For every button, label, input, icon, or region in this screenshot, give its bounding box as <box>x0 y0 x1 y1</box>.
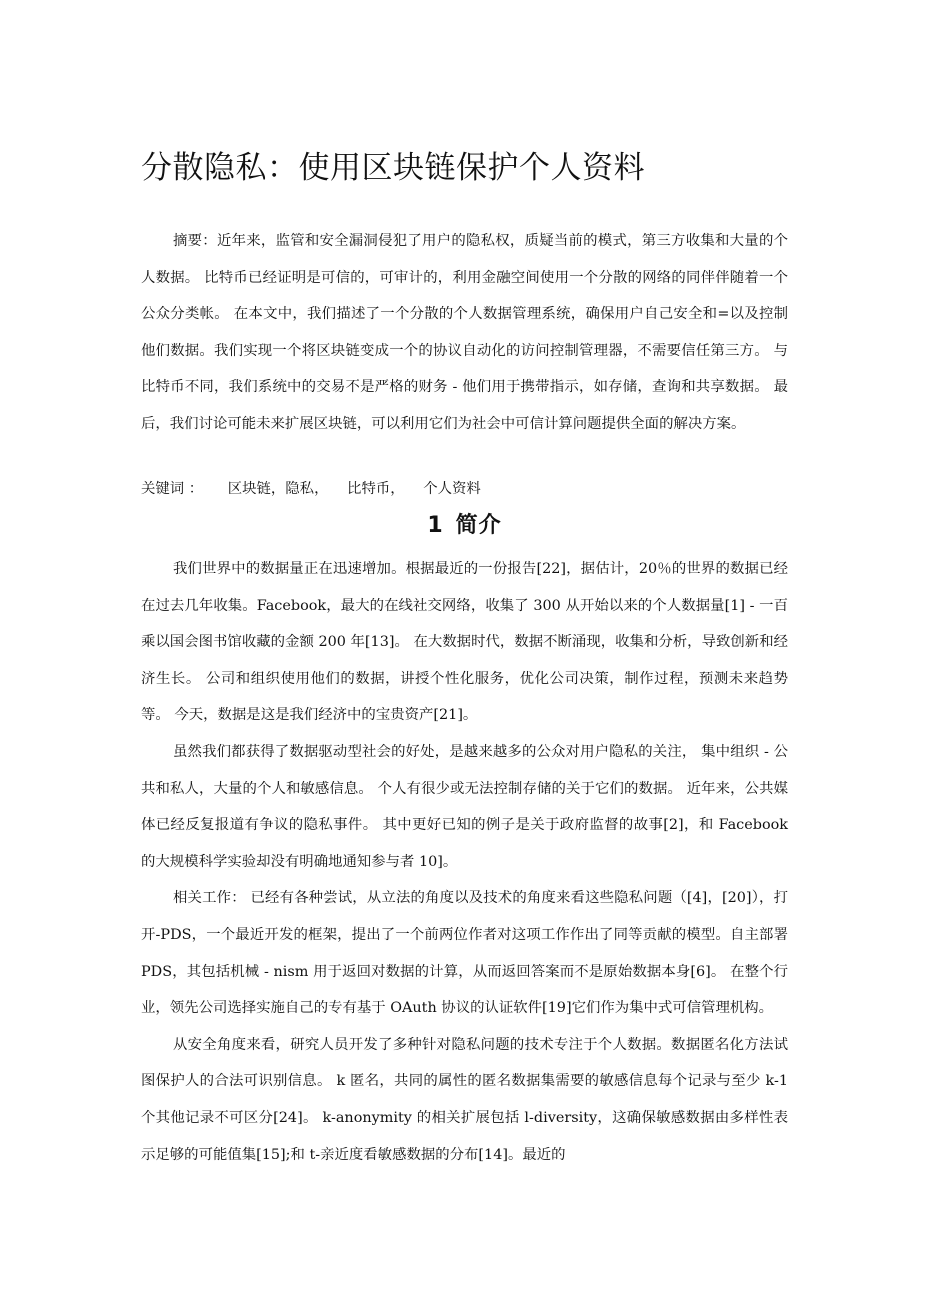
keyword-item: 区块链，隐私， <box>227 481 329 497</box>
section-body <box>141 551 788 1173</box>
body-paragraph: 我们世界中的数据量正在迅速增加。根据最近的一份报告[22]，据估计，20％的世界的数据已经在过去几年收集。Facebook，最大的在线社交网络，收集了 300 从开始以来的个人数据量[1] - 一百乘以国会图书馆收藏的金额 200 年[13]。 在大数据时代，数据不断涌现，收集和分析，导致创新和经济生长。 公司和组织使用他们的数据，讲授个性化服务，优化公司决策，制作过程，预测未来趋势等。 今天，数据是这是我们经济中的宝贵资产[21]。 <box>141 561 788 724</box>
body-paragraph: 从安全角度来看，研究人员开发了多种针对隐私问题的技术专注于个人数据。数据匿名化方法试图保护人的合法可识别信息。 k 匿名，共同的属性的匿名数据集需要的敏感信息每个记录与至少 k-1 个其他记录不可区分[24]。 k-anonymity 的相关扩展包括 l-diversity，这确保敏感数据由多样性表示足够的可能值集[15];和 t-亲近度看敏感数据的分布[14]。最近的 <box>141 1036 788 1163</box>
keyword-item: 个人资料 <box>423 481 481 497</box>
section-title: 简介 <box>455 513 502 538</box>
body-paragraph: 虽然我们都获得了数据驱动型社会的好处，是越来越多的公众对用户隐私的关注， 集中组织 - 公共和私人，大量的个人和敏感信息。 个人有很少或无法控制存储的关于它们的数据。 近年来，公共媒体已经反复报道有争议的隐私事件。 其中更好已知的例子是关于政府监督的故事[2]，和 Facebook 的大规模科学实验却没有明确地通知参与者 10]。 <box>141 743 788 870</box>
keyword-item: 比特币， <box>347 481 405 497</box>
body-paragraph: 相关工作： 已经有各种尝试，从立法的角度以及技术的角度来看这些隐私问题（[4]，[20]），打开-PDS，一个最近开发的框架，提出了一个前两位作者对这项工作作出了同等贡献的模型。自主部署 PDS，其包括机械 - nism 用于返回对数据的计算，从而返回答案而不是原始数据本身[6]。 在整个行业，领先公司选择实施自己的专有基于 OAuth 协议的认证软件[19]它们作为集中式可信管理机构。 <box>141 890 788 1017</box>
section-number: 1 <box>427 513 444 538</box>
section-heading <box>141 508 788 544</box>
keywords-line <box>141 477 788 501</box>
abstract-paragraph: 摘要：近年来，监管和安全漏洞侵犯了用户的隐私权，质疑当前的模式，第三方收集和大量的个人数据。 比特币已经证明是可信的，可审计的，利用金融空间使用一个分散的网络的同伴伴随着一个公众分类帐。 在本文中，我们描述了一个分散的个人数据管理系统，确保用户自己安全和=以及控制他们数据。我们实现一个将区块链变成一个的协议自动化的访问控制管理器，不需要信任第三方。 与比特币不同，我们系统中的交易不是严格的财务 - 他们用于携带指示，如存储，查询和共享数据。 最后，我们讨论可能未来扩展区块链，可以利用它们为社会中可信计算问题提供全面的解决方案。 <box>141 233 788 432</box>
paper-title: 分散隐私：使用区块链保护个人资料 <box>141 150 645 186</box>
keywords-label: 关键词 ： <box>141 481 204 497</box>
